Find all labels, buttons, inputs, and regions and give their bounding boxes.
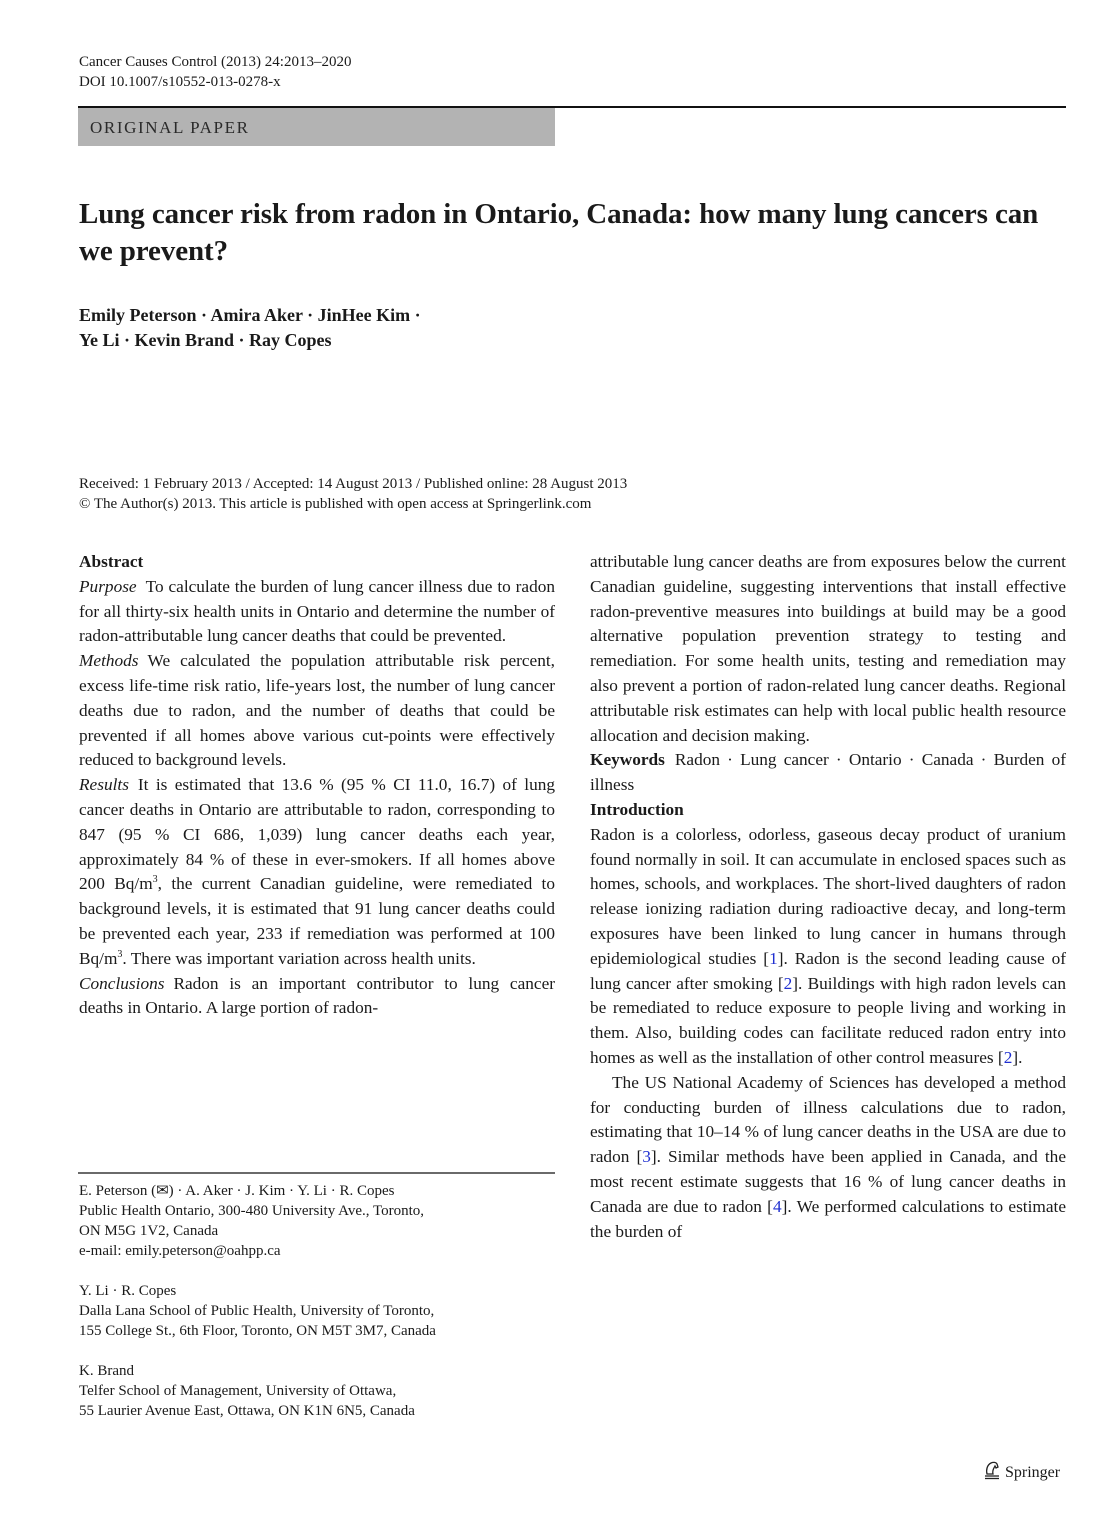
- citation-link[interactable]: 4: [772, 1196, 782, 1216]
- citation-link[interactable]: 1: [769, 948, 778, 968]
- article-type-label: ORIGINAL PAPER: [90, 118, 250, 137]
- affiliation-names: K. Brand: [79, 1363, 134, 1379]
- abstract-column: [79, 550, 555, 1021]
- body-text: ]. We performed calculations to estimate the burden of: [590, 1196, 1066, 1241]
- affiliation-address: ON M5G 1V2, Canada: [79, 1223, 219, 1239]
- contact-email[interactable]: e-mail: emily.peterson@oahpp.ca: [79, 1243, 281, 1259]
- authors-line-1: Emily Peterson · Amira Aker · JinHee Kim ·: [79, 305, 421, 325]
- affiliation-1: [79, 1181, 555, 1261]
- intro-paragraph-2: [590, 1071, 1066, 1245]
- affiliation-3: [79, 1361, 555, 1421]
- intro-paragraph-1: [590, 823, 1066, 1071]
- keywords: [590, 748, 1066, 798]
- affiliation-names: Y. Li · R. Copes: [79, 1283, 177, 1299]
- body-text: ]. Radon is the second leading cause of lung cancer after smoking [: [590, 948, 1067, 993]
- footnote-rule: [78, 1172, 555, 1174]
- methods-label: Methods: [79, 651, 139, 671]
- affiliation-address: 55 Laurier Avenue East, Ottawa, ON K1N 6N5, Canada: [79, 1403, 415, 1419]
- keywords-text: Radon · Lung cancer · Ontario · Canada · Burden of illness: [590, 750, 1066, 795]
- affiliation-address: 155 College St., 6th Floor, Toronto, ON M5T 3M7, Canada: [79, 1323, 436, 1339]
- citation-link[interactable]: 2: [1003, 1047, 1013, 1067]
- abstract-methods: [79, 649, 555, 773]
- conclusions-text: Radon is an important contributor to lung cancer deaths in Ontario. A large portion of radon-: [79, 973, 555, 1018]
- body-text: ]. Similar methods have been applied in Canada, and the most recent estimate suggests that 16 % of lung cancer deaths in Canada are due to radon [: [590, 1147, 1066, 1216]
- journal-reference: [79, 52, 351, 92]
- affiliation-address: Dalla Lana School of Public Health, University of Toronto,: [79, 1303, 435, 1319]
- dates-line: Received: 1 February 2013 / Accepted: 14 August 2013 / Published online: 28 August 2013: [79, 476, 628, 492]
- conclusions-continued: attributable lung cancer deaths are from exposures below the current Canadian guideline, suggesting interventions that install effective radon-preventive measures into buildings at build may be a good alternative population prevention strategy to testing and remediation. For some health units, testing and remediation may also prevent a portion of radon-related lung cancer deaths. Regional attributable risk estimates can help with local public health resource allocation and decision making.: [590, 552, 1066, 745]
- publisher-name: Springer: [1005, 1463, 1061, 1481]
- introduction-heading: Introduction: [590, 799, 684, 819]
- paper-title: Lung cancer risk from radon in Ontario, Canada: how many lung cancers can we prevent?: [79, 198, 1039, 267]
- body-text: Radon is a colorless, odorless, gaseous decay product of uranium found normally in soil. It can accumulate in enclosed spaces such as homes, schools, and workplaces. The short-lived daughters of radon release ionizing radiation during radioactive decay, and long-term exposures have been linked to lung cancer in humans through epidemiological studies [: [590, 824, 1066, 968]
- affiliations: [79, 1181, 555, 1441]
- right-column: [590, 550, 1066, 1244]
- methods-text: We calculated the population attributable risk percent, excess life-time risk ratio, life-years lost, the number of lung cancer deaths due to radon, and the number of deaths that could be prevented if all homes above various cut-points were effectively reduced to background levels.: [79, 651, 555, 770]
- body-text: The US National Academy of Sciences has developed a method for conducting burden of illness calculations due to radon, estimating that 10–14 % of lung cancer deaths in the USA are due to radon [: [590, 1072, 1066, 1167]
- body-text: ].: [1012, 1047, 1023, 1067]
- abstract-heading: Abstract: [79, 552, 144, 571]
- citation-link[interactable]: 3: [642, 1147, 651, 1167]
- springer-horse-icon: [983, 1460, 1001, 1485]
- abstract-conclusions: [79, 972, 555, 1022]
- journal-citation: Cancer Causes Control (2013) 24:2013–2020: [79, 54, 352, 70]
- citation-link[interactable]: 2: [783, 973, 793, 993]
- results-text: . There was important variation across health units.: [122, 948, 476, 968]
- conclusions-label: Conclusions: [79, 973, 165, 993]
- copyright-line: © The Author(s) 2013. This article is published with open access at Springerlink.com: [79, 496, 592, 512]
- purpose-text: To calculate the burden of lung cancer illness due to radon for all thirty-six health units in Ontario and determine the number of radon-attributable lung cancer deaths that could be prevented.: [79, 576, 555, 646]
- results-text: , the current Canadian guideline, were remediated to background levels, it is estimated that 91 lung cancer deaths could be prevented each year, 233 if remediation was performed at 100 Bq/m: [79, 874, 555, 968]
- abstract-results: [79, 773, 555, 971]
- affiliation-address: Telfer School of Management, University of Ottawa,: [79, 1383, 397, 1399]
- keywords-label: Keywords: [590, 750, 665, 770]
- body-text: ]. Buildings with high radon levels can be remediated to reduce exposure to people living and working in them. Also, building codes can facilitate reduced radon entry into homes as well as the installation of other control measures [: [590, 973, 1066, 1067]
- affiliation-names: E. Peterson (✉) · A. Aker · J. Kim · Y. Li · R. Copes: [79, 1183, 395, 1199]
- doi[interactable]: DOI 10.1007/s10552-013-0278-x: [79, 74, 281, 90]
- author-list: [79, 303, 421, 353]
- superscript: 3: [117, 948, 123, 960]
- affiliation-address: Public Health Ontario, 300-480 University Ave., Toronto,: [79, 1203, 425, 1219]
- results-text: It is estimated that 13.6 % (95 % CI 11.0, 16.7) of lung cancer deaths in Ontario are attributable to radon, corresponding to 847 (95 % CI 686, 1,039) lung cancer deaths each year, approximately 84 % of these in ever-smokers. If all homes above 200 Bq/m: [79, 775, 555, 894]
- purpose-label: Purpose: [79, 576, 137, 596]
- superscript: 3: [152, 874, 158, 886]
- publisher-logo: [983, 1460, 1060, 1485]
- article-type-band: [78, 108, 555, 146]
- authors-line-2: Ye Li · Kevin Brand · Ray Copes: [79, 330, 332, 350]
- abstract-purpose: [79, 575, 555, 649]
- affiliation-2: [79, 1281, 555, 1341]
- results-label: Results: [79, 775, 129, 795]
- publication-history: [79, 474, 627, 514]
